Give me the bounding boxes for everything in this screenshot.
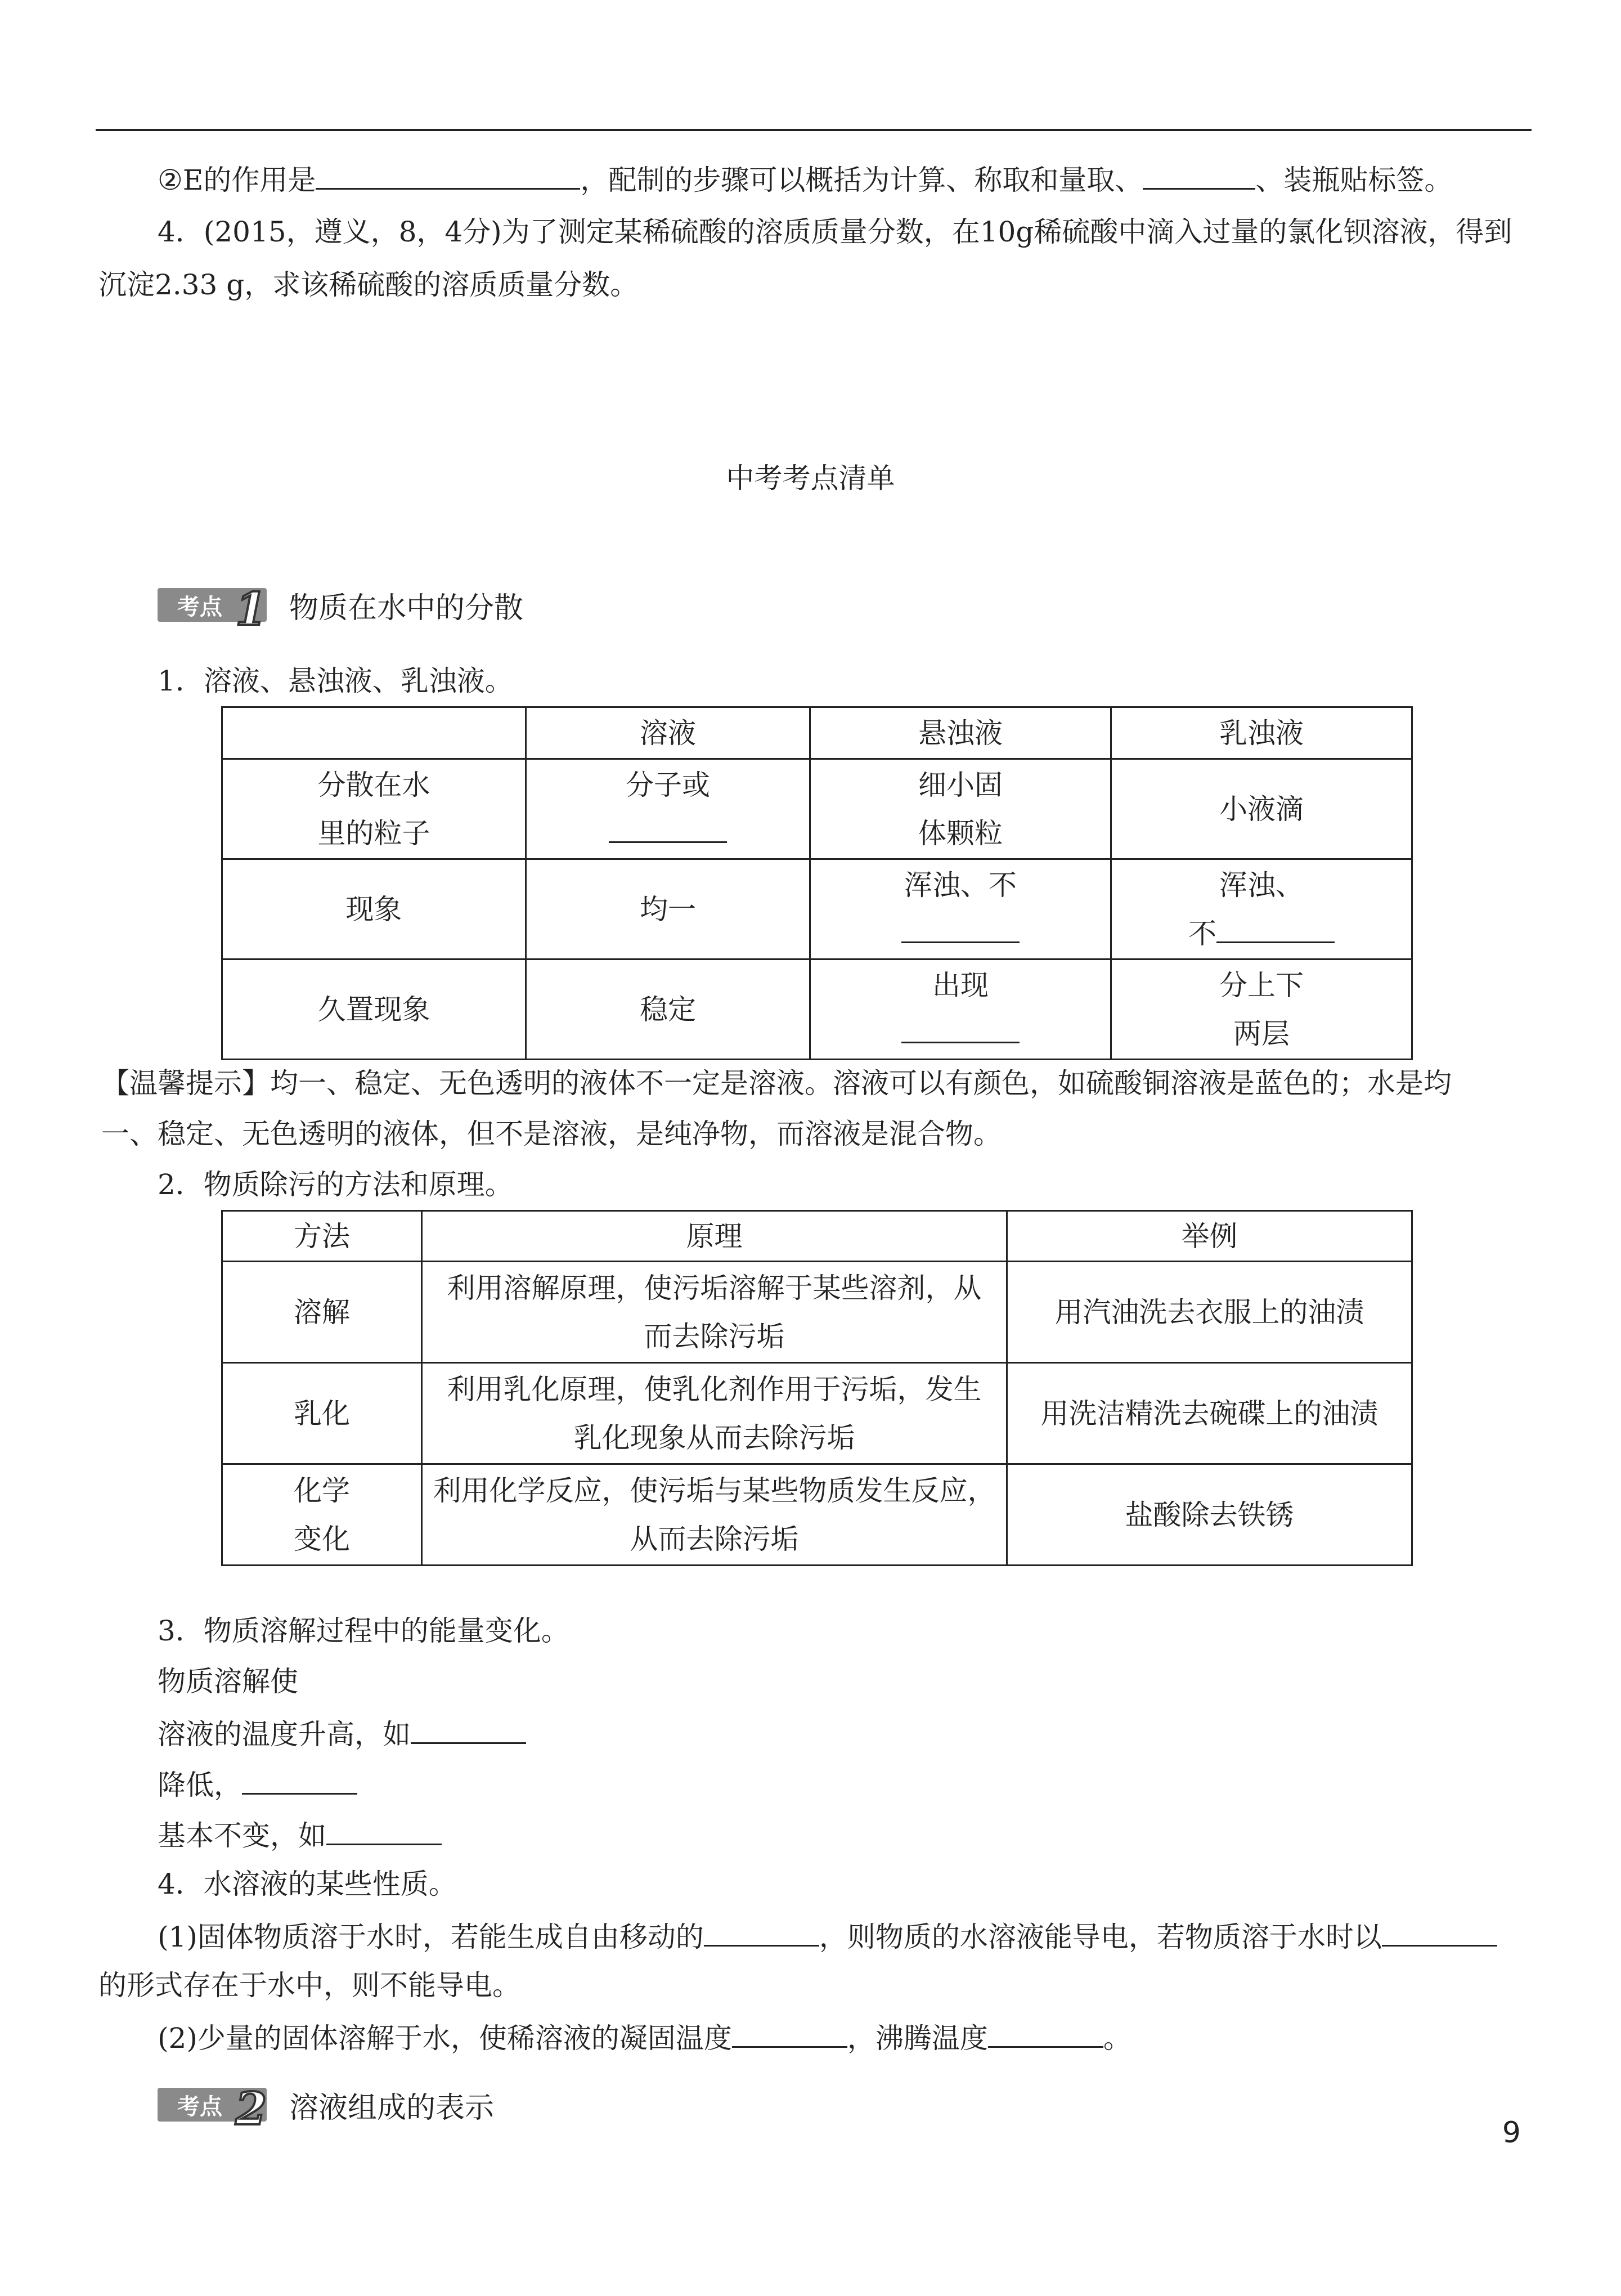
table-header-row	[222, 707, 1412, 759]
badge-label: 考点	[177, 2093, 222, 2120]
kaodian-badge	[158, 582, 267, 635]
text: 细小固	[918, 768, 1003, 801]
answer-blank[interactable]	[609, 819, 727, 843]
example-cell: 用洗洁精洗去碗碟上的油渍	[1007, 1363, 1412, 1464]
method-cell	[222, 1363, 422, 1464]
row-label	[222, 759, 526, 859]
text: 两层	[1233, 1017, 1290, 1050]
text: 利用乳化原理，使乳化剂作用于污垢，发生	[447, 1373, 982, 1406]
item-3-title: 3．物质溶解过程中的能量变化。	[158, 1615, 569, 1647]
text: 基本不变，如	[158, 1819, 326, 1852]
answer-blank[interactable]	[1382, 1918, 1497, 1947]
header-cell: 溶液	[526, 707, 810, 759]
tip-line-1: 【温馨提示】均一、稳定、无色透明的液体不一定是溶液。溶液可以有颜色，如硫酸铜溶液是蓝色的；水是均	[101, 1067, 1452, 1100]
header-cell: 原理	[422, 1211, 1007, 1262]
text: 里的粒子	[317, 817, 430, 850]
table-row	[222, 859, 1412, 959]
badge-number: 2	[235, 2082, 267, 2135]
method-cell	[222, 1464, 422, 1566]
cell	[810, 859, 1111, 959]
table-header-row	[222, 1211, 1412, 1262]
cell: 小液滴	[1111, 759, 1412, 859]
principle-cell	[422, 1262, 1007, 1363]
property-2-line	[158, 2019, 1131, 2055]
text: (1)固体物质溶于水时，若能生成自由移动的	[158, 1921, 704, 1953]
answer-blank[interactable]	[901, 1019, 1020, 1043]
cell	[810, 759, 1111, 859]
header-cell: 悬浊液	[810, 707, 1111, 759]
kaodian-1-heading	[158, 582, 524, 635]
text: 乳化	[294, 1397, 350, 1430]
text: 化学	[294, 1474, 350, 1507]
text: 而去除污垢	[644, 1320, 785, 1353]
property-1-line2: 的形式存在于水中，则不能导电。	[98, 1969, 520, 2002]
answer-blank[interactable]	[411, 1715, 526, 1744]
text: ，沸腾温度	[847, 2022, 988, 2055]
answer-blank[interactable]	[901, 919, 1020, 943]
question-line-e	[158, 161, 1452, 197]
tip-line-2: 一、稳定、无色透明的液体，但不是溶液，是纯净物，而溶液是混合物。	[101, 1118, 1002, 1150]
answer-blank[interactable]	[732, 2019, 847, 2048]
method-cell	[222, 1262, 422, 1363]
property-1-line1	[158, 1918, 1497, 1954]
cell	[526, 759, 810, 859]
table-row	[222, 959, 1412, 1060]
text: 、装瓶贴标签。	[1255, 164, 1453, 196]
page-number: 9	[1502, 2116, 1521, 2150]
principle-cell	[422, 1464, 1007, 1566]
answer-blank[interactable]	[1143, 161, 1255, 190]
text: 乳化现象从而去除污垢	[573, 1421, 855, 1454]
text: 不	[1188, 917, 1216, 950]
text: 从而去除污垢	[630, 1522, 799, 1555]
text: 分上下	[1219, 968, 1304, 1002]
text: 。	[1103, 2022, 1131, 2055]
table-row	[222, 759, 1412, 859]
badge-number: 1	[235, 582, 267, 635]
answer-blank[interactable]	[316, 161, 580, 190]
example-cell: 盐酸除去铁锈	[1007, 1464, 1412, 1566]
row-label: 久置现象	[222, 959, 526, 1060]
section-title: 中考考点清单	[726, 462, 895, 495]
text: 分散在水	[317, 768, 430, 801]
example-cell: 用汽油洗去衣服上的油渍	[1007, 1262, 1412, 1363]
dispersion-table	[221, 706, 1413, 1060]
cell	[1111, 959, 1412, 1060]
item-1-title: 1．溶液、悬浊液、乳浊液。	[158, 665, 513, 697]
text: 溶液的温度升高，如	[158, 1718, 411, 1751]
header-cell	[222, 707, 526, 759]
text: 分子或	[626, 768, 710, 801]
table-row	[222, 1363, 1412, 1464]
question-4-line2: 沉淀2.33 g，求该稀硫酸的溶质质量分数。	[98, 268, 639, 301]
kaodian-title: 溶液组成的表示	[289, 2091, 495, 2125]
answer-blank[interactable]	[326, 1817, 442, 1845]
row-label: 现象	[222, 859, 526, 959]
text: 溶解	[294, 1295, 350, 1329]
item-2-title: 2．物质除污的方法和原理。	[158, 1168, 513, 1201]
text: 利用化学反应，使污垢与某些物质发生反应，	[433, 1474, 996, 1507]
principle-cell	[422, 1363, 1007, 1464]
answer-blank[interactable]	[988, 2019, 1103, 2048]
kaodian-2-heading	[158, 2082, 495, 2135]
kaodian-title: 物质在水中的分散	[289, 591, 524, 625]
text: ②E的作用是	[158, 164, 316, 196]
energy-line-3	[158, 1766, 357, 1802]
header-rule	[96, 129, 1532, 131]
text: 降低，	[158, 1769, 242, 1801]
cell	[1111, 859, 1412, 959]
energy-line-4	[158, 1817, 442, 1853]
text: 出现	[932, 968, 989, 1002]
item-4-title: 4．水溶液的某些性质。	[158, 1868, 457, 1900]
energy-line-1: 物质溶解使	[158, 1665, 298, 1698]
cell: 均一	[526, 859, 810, 959]
text: 体颗粒	[918, 817, 1003, 850]
text: ，则物质的水溶液能导电，若物质溶于水时以	[819, 1921, 1382, 1953]
header-cell: 方法	[222, 1211, 422, 1262]
text: 浑浊、不	[904, 868, 1017, 902]
cell: 稳定	[526, 959, 810, 1060]
table-row	[222, 1262, 1412, 1363]
text: 利用溶解原理，使污垢溶解于某些溶剂，从	[447, 1271, 982, 1304]
cell	[810, 959, 1111, 1060]
energy-line-2	[158, 1715, 526, 1751]
text: (2)少量的固体溶解于水，使稀溶液的凝固温度	[158, 2022, 732, 2055]
text: ，配制的步骤可以概括为计算、称取和量取、	[580, 164, 1143, 196]
answer-blank[interactable]	[242, 1766, 357, 1795]
text: 变化	[294, 1522, 350, 1555]
answer-blank[interactable]	[1216, 919, 1335, 943]
table-row	[222, 1464, 1412, 1566]
stain-removal-table	[221, 1210, 1413, 1566]
header-cell: 乳浊液	[1111, 707, 1412, 759]
header-cell: 举例	[1007, 1211, 1412, 1262]
kaodian-badge	[158, 2082, 267, 2135]
answer-blank[interactable]	[704, 1918, 819, 1947]
question-4-line1: 4．(2015，遵义，8，4分)为了测定某稀硫酸的溶质质量分数，在10g稀硫酸中滴入过量的氯化钡溶液，得到	[158, 216, 1512, 248]
text: 浑浊、	[1219, 868, 1304, 902]
badge-label: 考点	[177, 594, 222, 620]
